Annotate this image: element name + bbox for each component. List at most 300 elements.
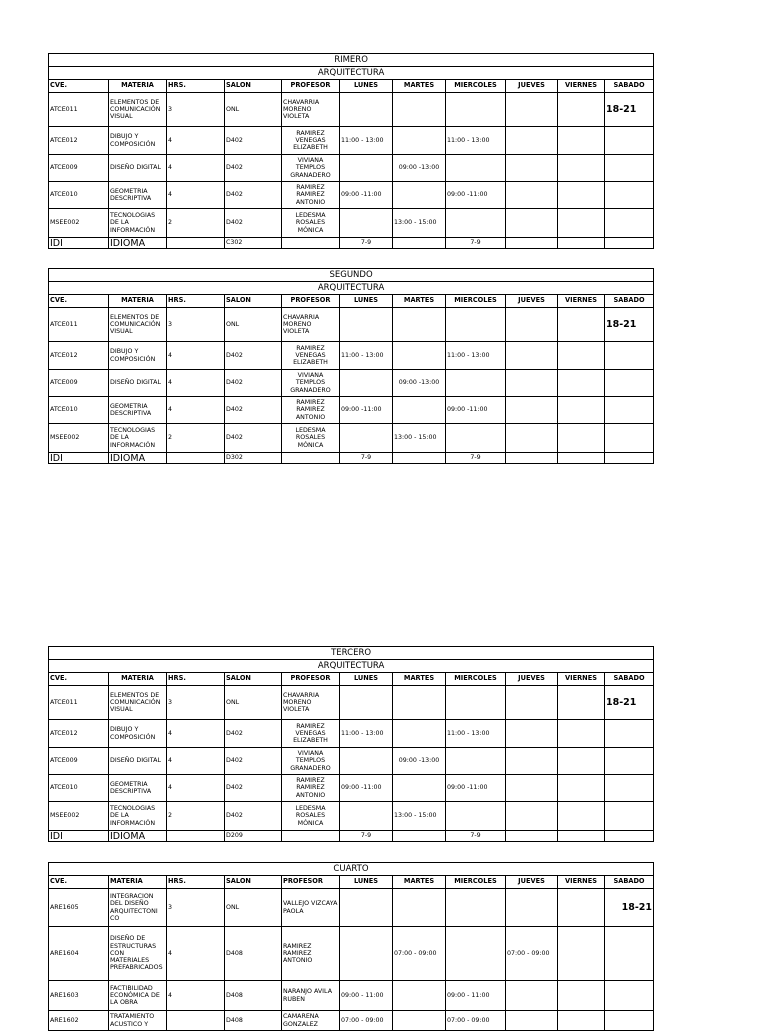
cell-profesor: RAMIREZ VENEGAS ELIZABETH: [282, 720, 340, 748]
cell-profesor: CHAVARRIA MORENO VIOLETA: [282, 686, 340, 720]
cell-salon: ONL: [225, 889, 282, 927]
cell-materia: TRATAMIENTO ACUSTICO Y: [109, 1011, 167, 1031]
cell-materia: DIBUJO Y COMPOSICIÓN: [109, 127, 167, 155]
cell-materia: DIBUJO Y COMPOSICIÓN: [109, 342, 167, 370]
cell-viernes: [558, 308, 605, 342]
header-sabado: SABADO: [605, 876, 654, 889]
header-cve: CVE.: [49, 876, 109, 889]
header-row: [49, 673, 654, 686]
cell-martes: 09:00 -13:00: [393, 370, 446, 397]
header-salon: SALON: [225, 876, 282, 889]
cell-martes: [393, 342, 446, 370]
cell-profesor: NARANJO AVILA RUBEN: [282, 981, 340, 1011]
cell-lunes: [340, 155, 393, 182]
table-row: [49, 1011, 654, 1031]
cell-jueves: [506, 370, 558, 397]
header-hrs: HRS.: [167, 295, 225, 308]
table-row: [49, 127, 654, 155]
cell-jueves: [506, 308, 558, 342]
table-row: [49, 981, 654, 1011]
cell-salon: D402: [225, 720, 282, 748]
cell-materia: IDIOMA: [109, 238, 167, 249]
cell-salon: C302: [225, 238, 282, 249]
table-row: [49, 802, 654, 831]
table-subtitle: ARQUITECTURA: [49, 282, 654, 295]
cell-profesor: VALLEJO VIZCAYA PAOLA: [282, 889, 340, 927]
cell-salon: D402: [225, 802, 282, 831]
cell-viernes: [558, 127, 605, 155]
cell-miercoles: 07:00 - 09:00: [446, 1011, 506, 1031]
cell-hrs: 4: [167, 342, 225, 370]
cell-cve: ATCE009: [49, 748, 109, 775]
cell-cve: IDI: [49, 238, 109, 249]
cell-salon: D209: [225, 831, 282, 842]
schedule-table-tercero: [48, 646, 654, 842]
cell-salon: D402: [225, 748, 282, 775]
cell-miercoles: 11:00 - 13:00: [446, 127, 506, 155]
cell-hrs: 2: [167, 802, 225, 831]
cell-sabado: [605, 238, 654, 249]
schedule-table-segundo: [48, 268, 654, 464]
table-title: SEGUNDO: [49, 269, 654, 282]
cell-sabado: [605, 397, 654, 424]
cell-martes: 09:00 -13:00: [393, 155, 446, 182]
cell-martes: 09:00 -13:00: [393, 748, 446, 775]
header-materia: MATERIA: [109, 295, 167, 308]
cell-profesor: VIVIANA TEMPLOS GRANADERO: [282, 370, 340, 397]
cell-martes: 13:00 - 15:00: [393, 802, 446, 831]
table-row: [49, 370, 654, 397]
header-martes: MARTES: [393, 295, 446, 308]
table-title: RIMERO: [49, 54, 654, 67]
cell-materia: GEOMETRIA DESCRIPTIVA: [109, 182, 167, 209]
cell-lunes: 11:00 - 13:00: [340, 342, 393, 370]
cell-profesor: VIVIANA TEMPLOS GRANADERO: [282, 748, 340, 775]
cell-lunes: 11:00 - 13:00: [340, 720, 393, 748]
cell-martes: [393, 93, 446, 127]
cell-materia: ELEMENTOS DE COMUNICACIÓN VISUAL: [109, 686, 167, 720]
cell-viernes: [558, 889, 605, 927]
cell-miercoles: [446, 209, 506, 238]
header-viernes: VIERNES: [558, 80, 605, 93]
header-martes: MARTES: [393, 673, 446, 686]
cell-profesor: LEDESMA ROSALES MÓNICA: [282, 424, 340, 453]
cell-cve: MSEE002: [49, 424, 109, 453]
cell-viernes: [558, 981, 605, 1011]
table-row: [49, 720, 654, 748]
table-row: [49, 686, 654, 720]
cell-profesor: [282, 831, 340, 842]
cell-viernes: [558, 927, 605, 981]
cell-sabado: 18-21: [605, 889, 654, 927]
header-lunes: LUNES: [340, 876, 393, 889]
cell-profesor: VIVIANA TEMPLOS GRANADERO: [282, 155, 340, 182]
cell-miercoles: [446, 748, 506, 775]
header-martes: MARTES: [393, 80, 446, 93]
table-row: [49, 308, 654, 342]
cell-salon: D402: [225, 397, 282, 424]
table-row: [49, 775, 654, 802]
cell-lunes: [340, 209, 393, 238]
cell-materia: IDIOMA: [109, 453, 167, 464]
cell-martes: [393, 1011, 446, 1031]
cell-viernes: [558, 342, 605, 370]
cell-cve: ATCE012: [49, 342, 109, 370]
cell-hrs: 4: [167, 748, 225, 775]
header-jueves: JUEVES: [506, 80, 558, 93]
cell-miercoles: [446, 155, 506, 182]
cell-cve: ATCE010: [49, 397, 109, 424]
cell-salon: D402: [225, 775, 282, 802]
cell-lunes: 09:00 -11:00: [340, 775, 393, 802]
cell-miercoles: 11:00 - 13:00: [446, 342, 506, 370]
cell-martes: 13:00 - 15:00: [393, 424, 446, 453]
cell-martes: [393, 453, 446, 464]
cell-lunes: [340, 802, 393, 831]
table-title: CUARTO: [49, 863, 654, 876]
cell-lunes: 7-9: [340, 453, 393, 464]
cell-viernes: [558, 155, 605, 182]
header-miercoles: MIERCOLES: [446, 673, 506, 686]
header-cve: CVE.: [49, 295, 109, 308]
header-salon: SALON: [225, 673, 282, 686]
cell-materia: DISEÑO DE ESTRUCTURAS CON MATERIALES PREFABRICADOS: [109, 927, 167, 981]
cell-sabado: [605, 1011, 654, 1031]
cell-cve: ARE1602: [49, 1011, 109, 1031]
header-sabado: SABADO: [605, 80, 654, 93]
header-profesor: PROFESOR: [282, 295, 340, 308]
cell-salon: D402: [225, 209, 282, 238]
cell-cve: MSEE002: [49, 802, 109, 831]
cell-materia: DISEÑO DIGITAL: [109, 155, 167, 182]
cell-cve: MSEE002: [49, 209, 109, 238]
header-profesor: PROFESOR: [282, 80, 340, 93]
cell-miercoles: [446, 93, 506, 127]
cell-salon: D402: [225, 342, 282, 370]
header-martes: MARTES: [393, 876, 446, 889]
cell-hrs: [167, 238, 225, 249]
cell-lunes: 11:00 - 13:00: [340, 127, 393, 155]
cell-jueves: [506, 127, 558, 155]
cell-sabado: 18-21: [605, 686, 654, 720]
cell-viernes: [558, 831, 605, 842]
cell-cve: ATCE012: [49, 127, 109, 155]
cell-martes: [393, 720, 446, 748]
cell-jueves: [506, 182, 558, 209]
header-miercoles: MIERCOLES: [446, 876, 506, 889]
cell-profesor: RAMIREZ VENEGAS ELIZABETH: [282, 342, 340, 370]
cell-materia: TECNOLOGIAS DE LA INFORMACIÓN: [109, 802, 167, 831]
header-profesor: PROFESOR: [282, 876, 340, 889]
cell-miercoles: [446, 927, 506, 981]
cell-viernes: [558, 424, 605, 453]
table-row: [49, 397, 654, 424]
cell-hrs: 4: [167, 370, 225, 397]
cell-jueves: [506, 686, 558, 720]
header-salon: SALON: [225, 80, 282, 93]
table-row: [49, 155, 654, 182]
cell-jueves: [506, 802, 558, 831]
cell-martes: [393, 831, 446, 842]
cell-sabado: [605, 453, 654, 464]
cell-sabado: [605, 927, 654, 981]
cell-sabado: [605, 748, 654, 775]
cell-lunes: [340, 927, 393, 981]
header-miercoles: MIERCOLES: [446, 295, 506, 308]
cell-miercoles: 09:00 -11:00: [446, 397, 506, 424]
cell-lunes: [340, 686, 393, 720]
cell-martes: [393, 686, 446, 720]
cell-materia: GEOMETRIA DESCRIPTIVA: [109, 397, 167, 424]
cell-jueves: [506, 453, 558, 464]
header-jueves: JUEVES: [506, 295, 558, 308]
cell-sabado: [605, 370, 654, 397]
cell-hrs: 4: [167, 720, 225, 748]
cell-martes: [393, 182, 446, 209]
cell-profesor: RAMIREZ RAMIREZ ANTONIO: [282, 927, 340, 981]
table-row: [49, 182, 654, 209]
table-row: [49, 748, 654, 775]
cell-sabado: [605, 209, 654, 238]
cell-profesor: [282, 453, 340, 464]
cell-viernes: [558, 209, 605, 238]
header-jueves: JUEVES: [506, 673, 558, 686]
cell-martes: [393, 127, 446, 155]
cell-salon: D302: [225, 453, 282, 464]
cell-viernes: [558, 370, 605, 397]
cell-materia: INTEGRACION DEL DISEÑO ARQUITECTONI CO: [109, 889, 167, 927]
cell-cve: ATCE011: [49, 308, 109, 342]
header-sabado: SABADO: [605, 295, 654, 308]
cell-viernes: [558, 182, 605, 209]
cell-viernes: [558, 802, 605, 831]
cell-miercoles: 7-9: [446, 831, 506, 842]
cell-cve: ARE1603: [49, 981, 109, 1011]
table-row-idioma: [49, 453, 654, 464]
header-row: [49, 295, 654, 308]
header-miercoles: MIERCOLES: [446, 80, 506, 93]
cell-lunes: 7-9: [340, 238, 393, 249]
cell-salon: D402: [225, 155, 282, 182]
header-row: [49, 876, 654, 889]
cell-miercoles: 7-9: [446, 238, 506, 249]
cell-profesor: RAMIREZ RAMIREZ ANTONIO: [282, 397, 340, 424]
cell-miercoles: [446, 308, 506, 342]
cell-miercoles: 09:00 -11:00: [446, 775, 506, 802]
cell-hrs: 3: [167, 93, 225, 127]
header-cve: CVE.: [49, 80, 109, 93]
cell-jueves: 07:00 - 09:00: [506, 927, 558, 981]
table-row-idioma: [49, 831, 654, 842]
cell-cve: IDI: [49, 453, 109, 464]
cell-materia: GEOMETRIA DESCRIPTIVA: [109, 775, 167, 802]
cell-jueves: [506, 1011, 558, 1031]
cell-materia: DISEÑO DIGITAL: [109, 748, 167, 775]
cell-hrs: 3: [167, 308, 225, 342]
cell-viernes: [558, 686, 605, 720]
cell-cve: ATCE010: [49, 182, 109, 209]
cell-materia: IDIOMA: [109, 831, 167, 842]
table-row: [49, 889, 654, 927]
cell-salon: D408: [225, 1011, 282, 1031]
cell-miercoles: [446, 370, 506, 397]
cell-salon: D402: [225, 424, 282, 453]
cell-salon: ONL: [225, 308, 282, 342]
cell-viernes: [558, 93, 605, 127]
table-row: [49, 927, 654, 981]
cell-lunes: [340, 370, 393, 397]
cell-materia: ELEMENTOS DE COMUNICACIÓN VISUAL: [109, 93, 167, 127]
cell-viernes: [558, 397, 605, 424]
cell-sabado: [605, 775, 654, 802]
cell-materia: DISEÑO DIGITAL: [109, 370, 167, 397]
cell-profesor: CHAVARRIA MORENO VIOLETA: [282, 93, 340, 127]
header-viernes: VIERNES: [558, 295, 605, 308]
cell-hrs: 4: [167, 927, 225, 981]
cell-lunes: [340, 424, 393, 453]
header-materia: MATERIA: [109, 80, 167, 93]
cell-lunes: [340, 308, 393, 342]
cell-hrs: [167, 453, 225, 464]
cell-miercoles: 09:00 - 11:00: [446, 981, 506, 1011]
cell-hrs: [167, 1011, 225, 1031]
cell-miercoles: [446, 424, 506, 453]
cell-salon: D402: [225, 370, 282, 397]
cell-sabado: [605, 831, 654, 842]
cell-cve: ATCE009: [49, 155, 109, 182]
cell-martes: [393, 889, 446, 927]
cell-profesor: RAMIREZ RAMIREZ ANTONIO: [282, 182, 340, 209]
cell-lunes: 7-9: [340, 831, 393, 842]
header-materia: MATERIA: [109, 673, 167, 686]
header-row: [49, 80, 654, 93]
cell-profesor: [282, 238, 340, 249]
cell-profesor: CAMARENA GONZALEZ: [282, 1011, 340, 1031]
cell-jueves: [506, 720, 558, 748]
header-cve: CVE.: [49, 673, 109, 686]
cell-hrs: 2: [167, 209, 225, 238]
table-title: TERCERO: [49, 647, 654, 660]
cell-viernes: [558, 238, 605, 249]
header-viernes: VIERNES: [558, 673, 605, 686]
cell-hrs: 4: [167, 397, 225, 424]
cell-profesor: LEDESMA ROSALES MÓNICA: [282, 209, 340, 238]
cell-cve: ATCE011: [49, 93, 109, 127]
cell-salon: D408: [225, 981, 282, 1011]
table-row: [49, 342, 654, 370]
cell-profesor: RAMIREZ VENEGAS ELIZABETH: [282, 127, 340, 155]
cell-cve: ATCE010: [49, 775, 109, 802]
cell-materia: DIBUJO Y COMPOSICIÓN: [109, 720, 167, 748]
cell-materia: FACTIBILIDAD ECONÓMICA DE LA OBRA: [109, 981, 167, 1011]
cell-hrs: 3: [167, 889, 225, 927]
cell-hrs: 2: [167, 424, 225, 453]
cell-sabado: 18-21: [605, 93, 654, 127]
cell-profesor: RAMIREZ RAMIREZ ANTONIO: [282, 775, 340, 802]
cell-martes: 13:00 - 15:00: [393, 209, 446, 238]
cell-viernes: [558, 453, 605, 464]
cell-viernes: [558, 775, 605, 802]
header-salon: SALON: [225, 295, 282, 308]
cell-hrs: 3: [167, 686, 225, 720]
cell-miercoles: 11:00 - 13:00: [446, 720, 506, 748]
cell-cve: IDI: [49, 831, 109, 842]
cell-materia: TECNOLOGIAS DE LA INFORMACIÓN: [109, 424, 167, 453]
cell-lunes: 09:00 -11:00: [340, 397, 393, 424]
cell-lunes: 09:00 -11:00: [340, 182, 393, 209]
cell-martes: [393, 397, 446, 424]
cell-viernes: [558, 720, 605, 748]
header-materia: MATERIA: [109, 876, 167, 889]
cell-hrs: 4: [167, 155, 225, 182]
table-subtitle: ARQUITECTURA: [49, 660, 654, 673]
cell-cve: ARE1605: [49, 889, 109, 927]
cell-hrs: 4: [167, 127, 225, 155]
schedule-table-cuarto: [48, 862, 654, 1031]
cell-jueves: [506, 889, 558, 927]
cell-jueves: [506, 155, 558, 182]
header-hrs: HRS.: [167, 80, 225, 93]
header-hrs: HRS.: [167, 673, 225, 686]
cell-martes: [393, 775, 446, 802]
cell-jueves: [506, 424, 558, 453]
table-row: [49, 209, 654, 238]
cell-lunes: [340, 748, 393, 775]
cell-martes: [393, 981, 446, 1011]
cell-salon: ONL: [225, 686, 282, 720]
cell-sabado: [605, 155, 654, 182]
cell-miercoles: [446, 889, 506, 927]
cell-jueves: [506, 775, 558, 802]
header-lunes: LUNES: [340, 80, 393, 93]
cell-salon: D402: [225, 182, 282, 209]
cell-profesor: LEDESMA ROSALES MÓNICA: [282, 802, 340, 831]
cell-jueves: [506, 748, 558, 775]
table-row-idioma: [49, 238, 654, 249]
cell-hrs: [167, 831, 225, 842]
table-row: [49, 93, 654, 127]
cell-salon: D402: [225, 127, 282, 155]
cell-martes: 07:00 - 09:00: [393, 927, 446, 981]
cell-martes: [393, 308, 446, 342]
cell-sabado: [605, 981, 654, 1011]
cell-jueves: [506, 981, 558, 1011]
cell-jueves: [506, 209, 558, 238]
cell-jueves: [506, 93, 558, 127]
cell-salon: D408: [225, 927, 282, 981]
cell-jueves: [506, 342, 558, 370]
table-subtitle: ARQUITECTURA: [49, 67, 654, 80]
cell-miercoles: 7-9: [446, 453, 506, 464]
cell-miercoles: [446, 802, 506, 831]
schedule-table-primero: [48, 53, 654, 249]
cell-sabado: [605, 424, 654, 453]
header-lunes: LUNES: [340, 673, 393, 686]
cell-jueves: [506, 397, 558, 424]
cell-cve: ATCE011: [49, 686, 109, 720]
cell-miercoles: 09:00 -11:00: [446, 182, 506, 209]
cell-salon: ONL: [225, 93, 282, 127]
cell-martes: [393, 238, 446, 249]
cell-lunes: [340, 889, 393, 927]
header-sabado: SABADO: [605, 673, 654, 686]
header-jueves: JUEVES: [506, 876, 558, 889]
header-hrs: HRS.: [167, 876, 225, 889]
cell-jueves: [506, 238, 558, 249]
cell-hrs: 4: [167, 981, 225, 1011]
cell-sabado: [605, 182, 654, 209]
cell-jueves: [506, 831, 558, 842]
